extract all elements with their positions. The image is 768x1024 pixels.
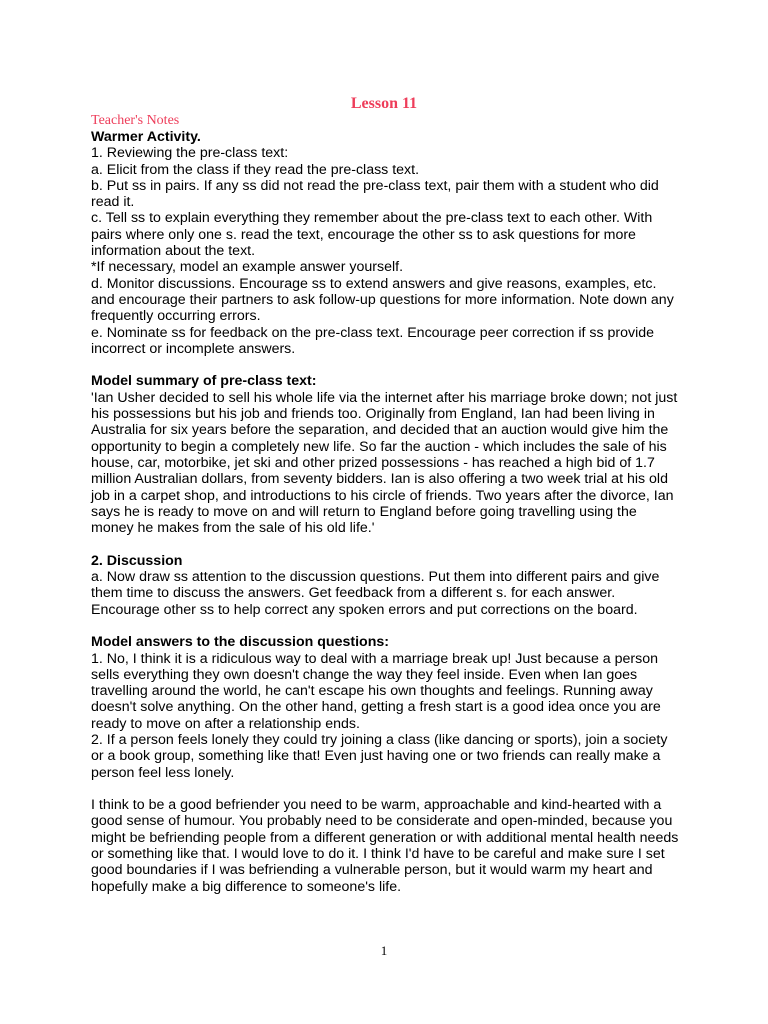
warmer-activity-section [91,129,681,357]
spacer [91,357,681,373]
model-answers-closing: I think to be a good befriender you need to be warm, approachable and kind-hearted with a good sense of humour. You probably need to be considerate and open-minded, because you might be befriending people from a different generation or with additional mental health needs or something like that. I would love to do it. I think I'd have to be careful and make sure I set good boundaries if I was befriending a vulnerable person, but it would warm my heart and hopefully make a big difference to someone's life. [91,797,679,895]
warmer-line: d. Monitor discussions. Encourage ss to extend answers and give reasons, examples, etc. and encourage their partners to ask follow-up questions for more information. Note down any frequently occurring errors. [91,275,674,325]
model-summary-text: 'Ian Usher decided to sell his whole life via the internet after his marriage broke down; not just his possessions but his job and friends too. Originally from England, Ian had been living in Australia for six years before the separation, and decided that an auction would give him the opportunity to begin a completely new life. So far the auction - which includes the sale of his house, car, motorbike, jet ski and other prized possessions - has reached a high bid of 1.7 million Australian dollars, from seventy bidders. Ian is also offering a two week trial at his old job in a carpet shop, and introductions to his circle of friends. Two years after the divorce, Ian says he is ready to move on and will return to England before going travelling using the money he makes from the sale of his old life.' [91,389,678,537]
spacer [91,781,681,797]
page-number: 1 [380,943,388,958]
discussion-text: a. Now draw ss attention to the discussion questions. Put them into different pairs and give them time to discuss the answers. Get feedback from a different s. for each answer. Encourage other ss to help correct any spoken errors and put corrections on the board. [91,569,660,618]
warmer-line: b. Put ss in pairs. If any ss did not read the pre-class text, pair them with a student who did read it. [91,177,659,211]
model-summary-section [91,373,681,536]
model-answers-section [91,634,681,895]
warmer-line: 1. Reviewing the pre-class text: [91,145,289,162]
spacer [91,618,681,634]
warmer-line: c. Tell ss to explain everything they remember about the pre-class text to each other. With pairs where only one s. read the text, encourage the other ss to ask questions for more information about the text. [91,210,653,260]
warmer-line: a. Elicit from the class if they read the pre-class text. [91,161,420,178]
model-answers-heading: Model answers to the discussion questions: [91,634,389,651]
warmer-line: *If necessary, model an example answer yourself. [91,259,404,276]
discussion-heading: 2. Discussion [91,552,183,569]
model-answer: 1. No, I think it is a ridiculous way to deal with a marriage break up! Just because a person sells everything they own doesn't change the way they feel inside. Even when Ian goes travelling around the world, he can't escape his own thoughts and feelings. Running away doesn't solve anything. On the other hand, getting a fresh start is a good idea once you are ready to move on after a relationship ends. [91,650,661,732]
page-title: Lesson 11 [350,95,418,112]
warmer-activity-heading: Warmer Activity. [91,129,201,145]
model-summary-heading: Model summary of pre-class text: [91,373,317,390]
document-body [91,113,681,895]
model-answer: 2. If a person feels lonely they could try joining a class (like dancing or sports), join a society or a book group, something like that! Even just having one or two friends can really make a person feel less lonely. [91,731,668,781]
spacer [91,536,681,552]
discussion-section [91,553,681,618]
warmer-line: e. Nominate ss for feedback on the pre-class text. Encourage peer correction if ss provide incorrect or incomplete answers. [91,324,655,357]
teachers-notes-label: Teacher's Notes [91,113,180,128]
